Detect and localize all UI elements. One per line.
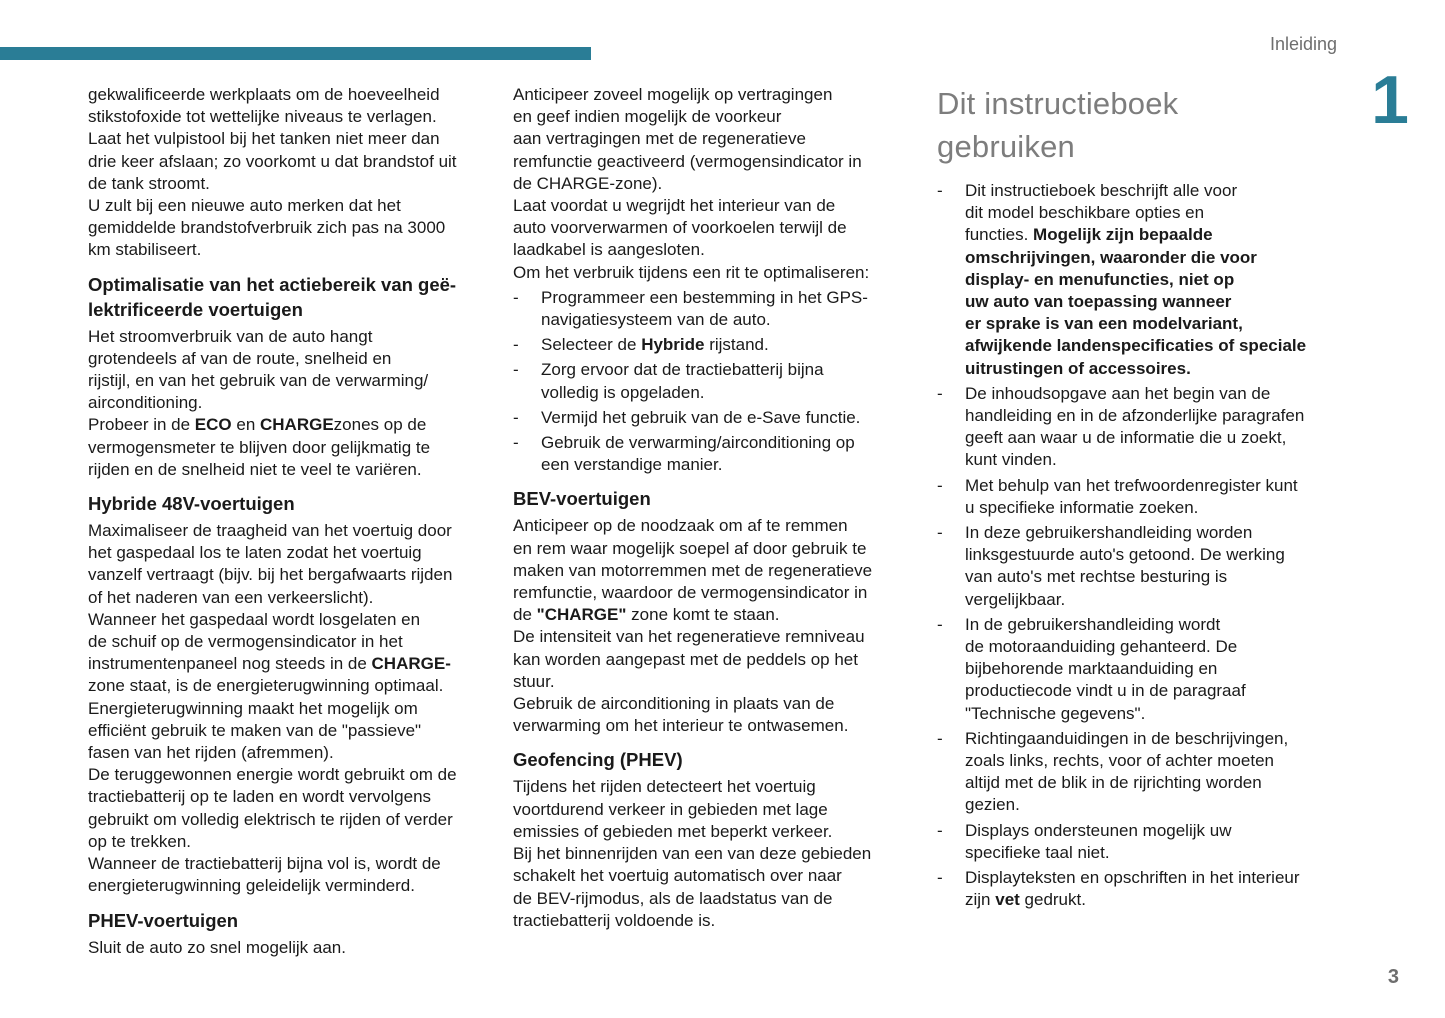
text-run: fasen van het rijden (afremmen). (88, 743, 334, 763)
text-run: remfunctie, waardoor de vermogensindicator in (513, 583, 868, 603)
page-number: 3 (1387, 966, 1399, 988)
text-run: zone komt te staan. (626, 605, 780, 625)
text-run: het gaspedaal los te laten zodat het voertuig (88, 543, 422, 563)
text-run: de motoraanduiding gehanteerd. De (965, 637, 1238, 657)
paragraph (88, 520, 512, 897)
text-run: Energieterugwinning maakt het mogelijk om (88, 698, 418, 718)
column-title (937, 82, 1367, 168)
accent-bar (0, 47, 591, 60)
bullet-text (965, 475, 1367, 519)
section-heading (88, 908, 512, 933)
bullet-dash-icon: - (937, 614, 943, 634)
text-run: verwarming om het interieur te ontwasemen. (513, 716, 849, 736)
text-run: zijn (965, 890, 996, 910)
text-run: Optimalisatie van het actiebereik van geë- (88, 273, 457, 295)
text-run: volledig is opgeladen. (541, 382, 705, 402)
text-run: aan vertragingen met de regeneratieve (513, 129, 806, 149)
paragraph (513, 776, 937, 931)
text-run: CHARGE- (371, 654, 451, 674)
paragraph (513, 515, 937, 737)
text-run: Om het verbruik tijdens een rit te optimaliseren: (513, 262, 870, 282)
text-run: De inhoudsopgave aan het begin van de (965, 383, 1271, 403)
text-run: rijstand. (704, 335, 769, 355)
bullet-item (513, 334, 937, 356)
text-run: instrumentenpaneel nog steeds in de (88, 654, 372, 674)
text-run: altijd met de blik in de rijrichting worden (965, 773, 1262, 793)
text-run: auto voorverwarmen of voorkoelen terwijl de (513, 218, 847, 238)
paragraph (88, 326, 512, 481)
bullet-dash-icon: - (513, 360, 519, 380)
text-run: en rem waar mogelijk soepel af door gebruik te (513, 538, 867, 558)
text-run: Wanneer de tractiebatterij bijna vol is, wordt de (88, 854, 441, 874)
text-run: en geef indien mogelijk de voorkeur (513, 107, 782, 127)
text-run: en (231, 415, 260, 435)
bullet-dash-icon: - (513, 433, 519, 453)
bullet-dash-icon: - (937, 523, 943, 543)
bullet-text (965, 180, 1367, 380)
text-run: U zult bij een nieuwe auto merken dat het (88, 196, 401, 216)
bullet-item (937, 522, 1367, 611)
text-run: Dit instructieboek beschrijft alle voor (965, 181, 1238, 200)
text-run: kunt vinden. (965, 450, 1057, 470)
text-run: Maximaliseer de traagheid van het voertuig door (88, 521, 452, 541)
bullet-dash-icon: - (937, 868, 943, 888)
text-run: Laat het vulpistool bij het tanken niet meer dan (88, 129, 440, 149)
bullet-item (937, 180, 1367, 380)
text-run: airconditioning. (88, 393, 203, 413)
text-run: vermogensmeter te blijven door gelijkmatig te (88, 437, 431, 457)
text-run: Displays ondersteunen mogelijk uw (965, 820, 1232, 840)
bullet-text (541, 359, 937, 403)
text-run: energieterugwinning geleidelijk verminderd. (88, 876, 415, 896)
text-run: omschrijvingen, waaronder die voor (965, 247, 1257, 267)
text-run: op te trekken. (88, 831, 192, 851)
text-run: een verstandige manier. (541, 455, 723, 475)
text-run: Mogelijk zijn bepaalde (1033, 225, 1213, 245)
text-run: display- en menufuncties, niet op (965, 269, 1235, 289)
text-run: gemiddelde brandstofverbruik zich pas na 3000 (88, 218, 446, 238)
text-run: kan worden aangepast met de peddels op het (513, 649, 858, 669)
text-run: Gebruik de verwarming/airconditioning op (541, 433, 855, 453)
text-run: "CHARGE" (536, 605, 627, 625)
text-run: BEV-voertuigen (513, 488, 651, 510)
column-middle (513, 84, 937, 932)
text-run: Vermijd het gebruik van de e-Save functie. (541, 407, 861, 427)
text-run: Sluit de auto zo snel mogelijk aan. (88, 937, 346, 957)
text-run: handleiding en in de afzonderlijke paragrafen (965, 406, 1305, 426)
chapter-number: 1 (1371, 62, 1409, 138)
text-run: Richtingaanduidingen in de beschrijvingen, (965, 728, 1289, 748)
bullet-dash-icon: - (513, 407, 519, 427)
text-run: dit model beschikbare opties en (965, 203, 1205, 223)
bullet-item (937, 475, 1367, 519)
bullet-text (965, 728, 1367, 817)
column-left (88, 84, 512, 959)
text-run: afwijkende landenspecificaties of speciale (965, 336, 1307, 356)
bullet-dash-icon: - (937, 383, 943, 403)
bullet-text (965, 820, 1367, 864)
bullet-text (541, 432, 937, 476)
text-run: voortdurend verkeer in gebieden met lage (513, 799, 828, 819)
bullet-text (541, 287, 937, 331)
text-run: rijden en de snelheid niet te veel te variëren. (88, 459, 422, 479)
text-run: drie keer afslaan; zo voorkomt u dat brandstof uit (88, 151, 457, 171)
text-run: De teruggewonnen energie wordt gebruikt om de (88, 765, 457, 785)
text-run: of het naderen van een verkeerslicht). (88, 587, 374, 607)
bullet-dash-icon: - (937, 728, 943, 748)
paragraph (88, 84, 512, 262)
text-run: Programmeer een bestemming in het GPS- (541, 287, 868, 307)
text-run: de BEV-rijmodus, als de laadstatus van de (513, 888, 833, 908)
text-run: de tank stroomt. (88, 173, 210, 193)
section-heading (513, 486, 937, 511)
text-run: Dit instructieboek (937, 86, 1179, 121)
bullet-item (937, 614, 1367, 725)
text-run: "Technische gegevens". (965, 703, 1146, 723)
text-run: tractiebatterij op te laden en wordt vervolgens (88, 787, 432, 807)
text-run: zone staat, is de energieterugwinning optimaal. (88, 676, 444, 696)
text-run: Zorg ervoor dat de tractiebatterij bijna (541, 360, 824, 380)
text-run: gezien. (965, 795, 1020, 815)
text-run: u specifieke informatie zoeken. (965, 497, 1199, 517)
text-run: schakelt het voertuig automatisch over naar (513, 866, 842, 886)
bullet-dash-icon: - (937, 475, 943, 495)
text-run: Tijdens het rijden detecteert het voertuig (513, 777, 816, 797)
text-run: tractiebatterij voldoende is. (513, 910, 716, 930)
text-run: geeft aan waar u de informatie die u zoekt, (965, 428, 1287, 448)
text-run: Geofencing (PHEV) (513, 749, 683, 771)
text-run: stuur. (513, 671, 555, 691)
bullet-item (513, 287, 937, 331)
text-run: gebruikt om volledig elektrisch te rijden of verder (88, 809, 453, 829)
text-run: Hybride (641, 335, 705, 355)
bullet-text (541, 407, 937, 429)
bullet-text (965, 867, 1367, 911)
text-run: Bij het binnenrijden van een van deze gebieden (513, 844, 872, 864)
text-run: Probeer in de (88, 415, 195, 435)
text-run: de schuif op de vermogensindicator in het (88, 632, 403, 652)
text-run: uitrustingen of accessoires. (965, 358, 1191, 378)
text-run: stikstofoxide tot wettelijke niveaus te verlagen. (88, 107, 437, 127)
text-run: Het stroomverbruik van de auto hangt (88, 326, 373, 346)
text-run: vet (995, 890, 1020, 910)
text-run: bijbehorende marktaanduiding en (965, 659, 1218, 679)
bullet-dash-icon: - (937, 181, 943, 200)
bullet-item (937, 820, 1367, 864)
text-run: rijstijl, en van het gebruik van de verwarming/ (88, 371, 429, 391)
bullet-item (513, 359, 937, 403)
text-run: navigatiesysteem van de auto. (541, 310, 771, 330)
text-run: gedrukt. (1019, 890, 1086, 910)
text-run: specifieke taal niet. (965, 842, 1110, 862)
text-run: Met behulp van het trefwoordenregister kunt (965, 475, 1298, 495)
bullet-text (965, 522, 1367, 611)
text-run: de (513, 605, 537, 625)
text-run: vergelijkbaar. (965, 589, 1066, 609)
bullet-text (541, 334, 937, 356)
text-run: Wanneer het gaspedaal wordt losgelaten en (88, 609, 421, 629)
bullet-dash-icon: - (513, 287, 519, 307)
text-run: CHARGE (260, 415, 334, 435)
section-heading (88, 272, 512, 322)
text-run: In de gebruikershandleiding wordt (965, 614, 1221, 634)
text-run: lektrificeerde voertuigen (88, 298, 303, 320)
text-run: Anticipeer op de noodzaak om af te remmen (513, 516, 848, 536)
bullet-item (937, 383, 1367, 472)
bullet-text (965, 383, 1367, 472)
text-run: laadkabel is aangesloten. (513, 240, 705, 260)
paragraph (513, 84, 937, 284)
text-run: emissies of gebieden met beperkt verkeer. (513, 821, 833, 841)
text-run: remfunctie geactiveerd (vermogensindicator in (513, 151, 862, 171)
text-run: Anticipeer zoveel mogelijk op vertragingen (513, 85, 833, 104)
bullet-dash-icon: - (513, 335, 519, 355)
text-run: De intensiteit van het regeneratieve remniveau (513, 627, 865, 647)
text-run: grotendeels af van de route, snelheid en (88, 348, 392, 368)
text-run: zones op de (333, 415, 427, 435)
bullet-item (937, 867, 1367, 911)
text-run: km stabiliseert. (88, 240, 202, 260)
bullet-item (513, 432, 937, 476)
bullet-item (937, 728, 1367, 817)
text-run: Displayteksten en opschriften in het interieur (965, 868, 1300, 888)
text-run: Hybride 48V-voertuigen (88, 493, 295, 515)
bullet-dash-icon: - (937, 820, 943, 840)
text-run: ECO (194, 415, 232, 435)
text-run: maken van motorremmen met de regeneratieve (513, 560, 873, 580)
text-run: van auto's met rechtse besturing is (965, 567, 1228, 587)
section-heading (88, 491, 512, 516)
text-run: functies. (965, 225, 1034, 245)
page-header: Inleiding (1269, 34, 1337, 54)
text-run: Gebruik de airconditioning in plaats van de (513, 694, 835, 714)
text-run: uw auto van toepassing wanneer (965, 292, 1232, 312)
text-run: vanzelf vertraagt (bijv. bij het bergafwaarts rijden (88, 565, 453, 585)
text-run: gekwalificeerde werkplaats om de hoeveelheid (88, 85, 440, 104)
text-run: In deze gebruikershandleiding worden (965, 523, 1253, 543)
column-right (937, 82, 1367, 915)
text-run: efficiënt gebruik te maken van de "passieve" (88, 720, 422, 740)
paragraph (88, 937, 512, 959)
text-run: zoals links, rechts, voor of achter moeten (965, 751, 1274, 771)
section-heading (513, 747, 937, 772)
text-run: Laat voordat u wegrijdt het interieur van de (513, 196, 836, 216)
text-run: linksgestuurde auto's getoond. De werking (965, 545, 1285, 565)
bullet-item (513, 407, 937, 429)
text-run: er sprake is van een modelvariant, (965, 314, 1243, 334)
text-run: de CHARGE-zone). (513, 173, 663, 193)
text-run: gebruiken (937, 129, 1075, 164)
text-run: PHEV-voertuigen (88, 909, 239, 931)
text-run: Selecteer de (541, 335, 642, 355)
bullet-text (965, 614, 1367, 725)
text-run: productiecode vindt u in de paragraaf (965, 681, 1246, 701)
